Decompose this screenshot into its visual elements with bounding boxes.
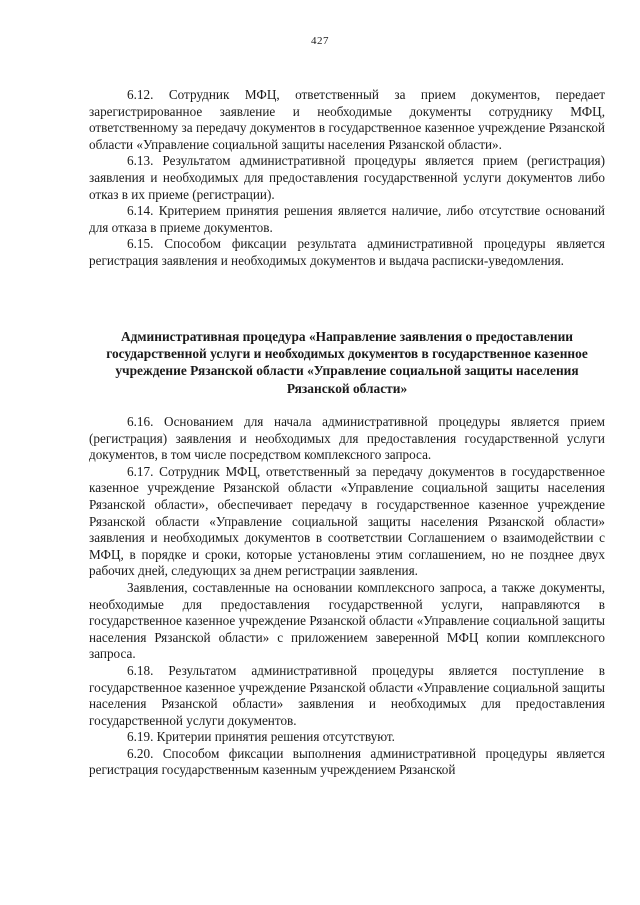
paragraph-6-18: 6.18. Результатом административной процедуры является поступление в государственное казенное учреждение Рязанской области «Управление социальной защиты населения Рязанской области» заявления и необходимых для предоставления государственной услуги документов. bbox=[89, 662, 605, 728]
paragraph-6-13: 6.13. Результатом административной процедуры является прием (регистрация) заявления и необходимых для предоставления государственной услуги документов либо отказ в их приеме (регистрации). bbox=[89, 153, 605, 202]
section-b-text bbox=[89, 414, 605, 779]
paragraph-6-16: 6.16. Основанием для начала административной процедуры является прием (регистрация) заявления и необходимых для предоставления государственной услуги документов, в том числе посредством комплексного запроса. bbox=[89, 414, 605, 463]
paragraph-6-14: 6.14. Критерием принятия решения является наличие, либо отсутствие оснований для отказа в приеме документов. bbox=[89, 203, 605, 235]
paragraph-complex-request: Заявления, составленные на основании комплексного запроса, а также документы, необходимые для предоставления государственной услуги, направляются в государственное казенное учреждение Рязанской области «Управление социальной защиты населения Рязанской области» с приложением заверенной МФЦ копии комплексного запроса. bbox=[89, 579, 605, 662]
page-number: 427 bbox=[311, 35, 329, 47]
paragraph-6-20: 6.20. Способом фиксации выполнения административной процедуры является регистрация государственным казенным учреждением Рязанской bbox=[89, 745, 605, 778]
section-heading: Административная процедура «Направление заявления о предоставлении государственной услуги и необходимых документов в государственное казенное учреждение Рязанской области «Управление социальной защиты населения Рязанской области» bbox=[106, 329, 588, 396]
section-a-text bbox=[89, 87, 605, 270]
paragraph-6-17: 6.17. Сотрудник МФЦ, ответственный за передачу документов в государственное казенное учреждение Рязанской области «Управление социальной защиты населения Рязанской области», обеспечивает передачу в государственное казенное учреждение Рязанской области «Управление социальной защиты населения Рязанской области» заявления и необходимых документов в соответствии Соглашением о взаимодействии с МФЦ, в порядке и сроки, которые установлены этим соглашением, но не позднее двух рабочих дней, следующих за днем регистрации заявления. bbox=[89, 463, 605, 579]
paragraph-6-15: 6.15. Способом фиксации результата административной процедуры является регистрация заявления и необходимых документов и выдача расписки-уведомления. bbox=[89, 236, 605, 268]
paragraph-6-12: 6.12. Сотрудник МФЦ, ответственный за прием документов, передает зарегистрированное заявление и необходимые документы сотруднику МФЦ, ответственному за передачу документов в государственное казенное учреждение Рязанской области «Управление социальной защиты населения Рязанской области». bbox=[89, 87, 605, 152]
paragraph-6-19: 6.19. Критерии принятия решения отсутствуют. bbox=[127, 729, 395, 745]
